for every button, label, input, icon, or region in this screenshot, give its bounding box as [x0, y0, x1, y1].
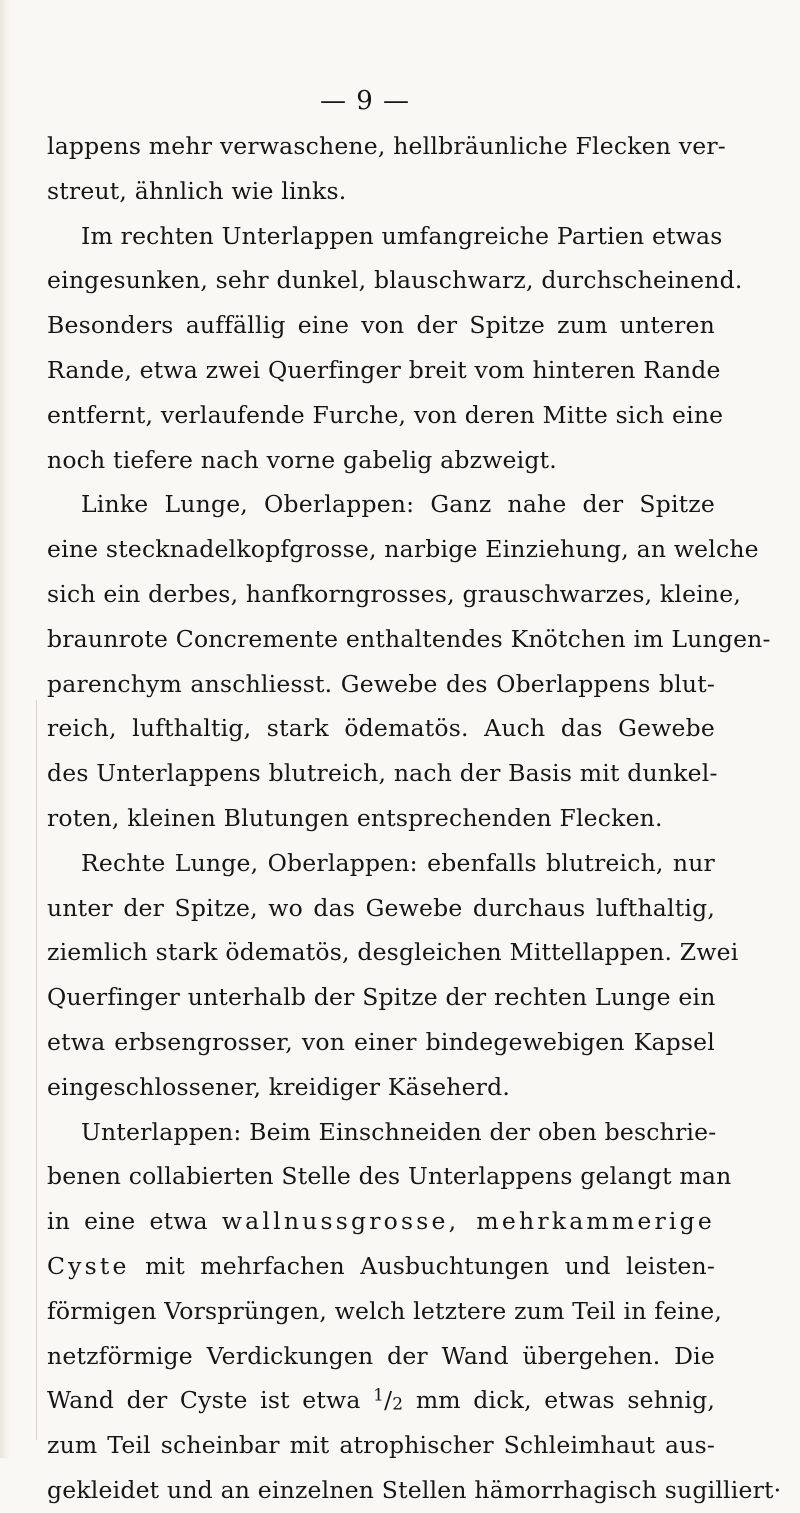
page-binding-line: [36, 700, 37, 1440]
text-line: Besonders auffällig eine von der Spitze zum unteren: [47, 311, 715, 340]
text-line: benen collabierten Stelle des Unterlappens gelangt man: [47, 1162, 732, 1191]
text-line: noch tiefere nach vorne gabelig abzweigt.: [47, 445, 557, 474]
text-line: ziemlich stark ödematös, desgleichen Mittellappen. Zwei: [47, 938, 739, 967]
text-line: [47, 1244, 715, 1289]
text-segment: mit mehrfachen Ausbuchtungen und leisten-: [145, 1251, 716, 1280]
text-line: des Unterlappens blutreich, nach der Basis mit dunkel-: [47, 759, 718, 788]
text-line: eingesunken, sehr dunkel, blauschwarz, durchscheinend.: [47, 266, 743, 295]
text-line: roten, kleinen Blutungen entsprechenden Flecken.: [47, 803, 663, 832]
text-line: streut, ähnlich wie links.: [47, 176, 347, 205]
page-binding-shadow: [0, 0, 10, 1458]
text-line: Querfinger unterhalb der Spitze der rechten Lunge ein: [47, 983, 716, 1012]
text-segment: mm dick, etwas sehnig,: [415, 1386, 715, 1415]
text-line: zum Teil scheinbar mit atrophischer Schleimhaut aus-: [47, 1431, 715, 1460]
text-line: lappens mehr verwaschene, hellbräunliche Flecken ver-: [47, 132, 726, 160]
fraction-slash: /: [384, 1386, 393, 1415]
emphasized-text: Cyste: [47, 1251, 130, 1280]
text-line: eine stecknadelkopfgrosse, narbige Einziehung, an welche: [47, 535, 759, 564]
text-line: etwa erbsengrosser, von einer bindegewebigen Kapsel: [47, 1027, 715, 1056]
emphasized-text: wallnussgrosse, mehrkammerige: [221, 1207, 715, 1236]
text-line: braunrote Concremente enthaltendes Knötchen im Lungen-: [47, 624, 771, 653]
fraction-numerator: 1: [373, 1385, 385, 1406]
text-line: netzförmige Verdickungen der Wand übergehen. Die: [47, 1341, 715, 1370]
text-line: reich, lufthaltig, stark ödematös. Auch das Gewebe: [47, 714, 715, 743]
text-segment: in eine etwa: [47, 1207, 208, 1236]
text-line: parenchym anschliesst. Gewebe des Oberlappens blut-: [47, 669, 715, 698]
fraction-denominator: 2: [392, 1395, 404, 1415]
text-line: förmigen Vorsprüngen, welch letztere zum Teil in feine,: [47, 1296, 723, 1325]
text-line: entfernt, verlaufende Furche, von deren Mitte sich eine: [47, 400, 724, 429]
paragraph-start-line: Linke Lunge, Oberlappen: Ganz nahe der Spitze: [81, 490, 715, 519]
text-line: Rande, etwa zwei Querfinger breit vom hinteren Rande: [47, 355, 721, 384]
paragraph-start-line: Im rechten Unterlappen umfangreiche Partien etwas: [81, 221, 723, 250]
paragraph-start-line: Unterlappen: Beim Einschneiden der oben beschrie-: [81, 1117, 717, 1146]
text-line: unter der Spitze, wo das Gewebe durchaus lufthaltig,: [47, 893, 715, 922]
text-segment: Wand der Cyste ist etwa: [47, 1386, 361, 1415]
paragraph-start-line: Rechte Lunge, Oberlappen: ebenfalls blutreich, nur: [81, 848, 715, 877]
text-line: gekleidet und an einzelnen Stellen hämorrhagisch sugilliert·: [47, 1475, 782, 1504]
text-line: eingeschlossener, kreidiger Käseherd.: [47, 1072, 511, 1101]
body-text: [47, 124, 782, 1513]
text-line: [47, 1378, 715, 1423]
page-number: — 9 —: [319, 86, 411, 116]
text-line: [47, 1199, 715, 1244]
text-line: sich ein derbes, hanfkorngrosses, grauschwarzes, kleine,: [47, 579, 742, 608]
